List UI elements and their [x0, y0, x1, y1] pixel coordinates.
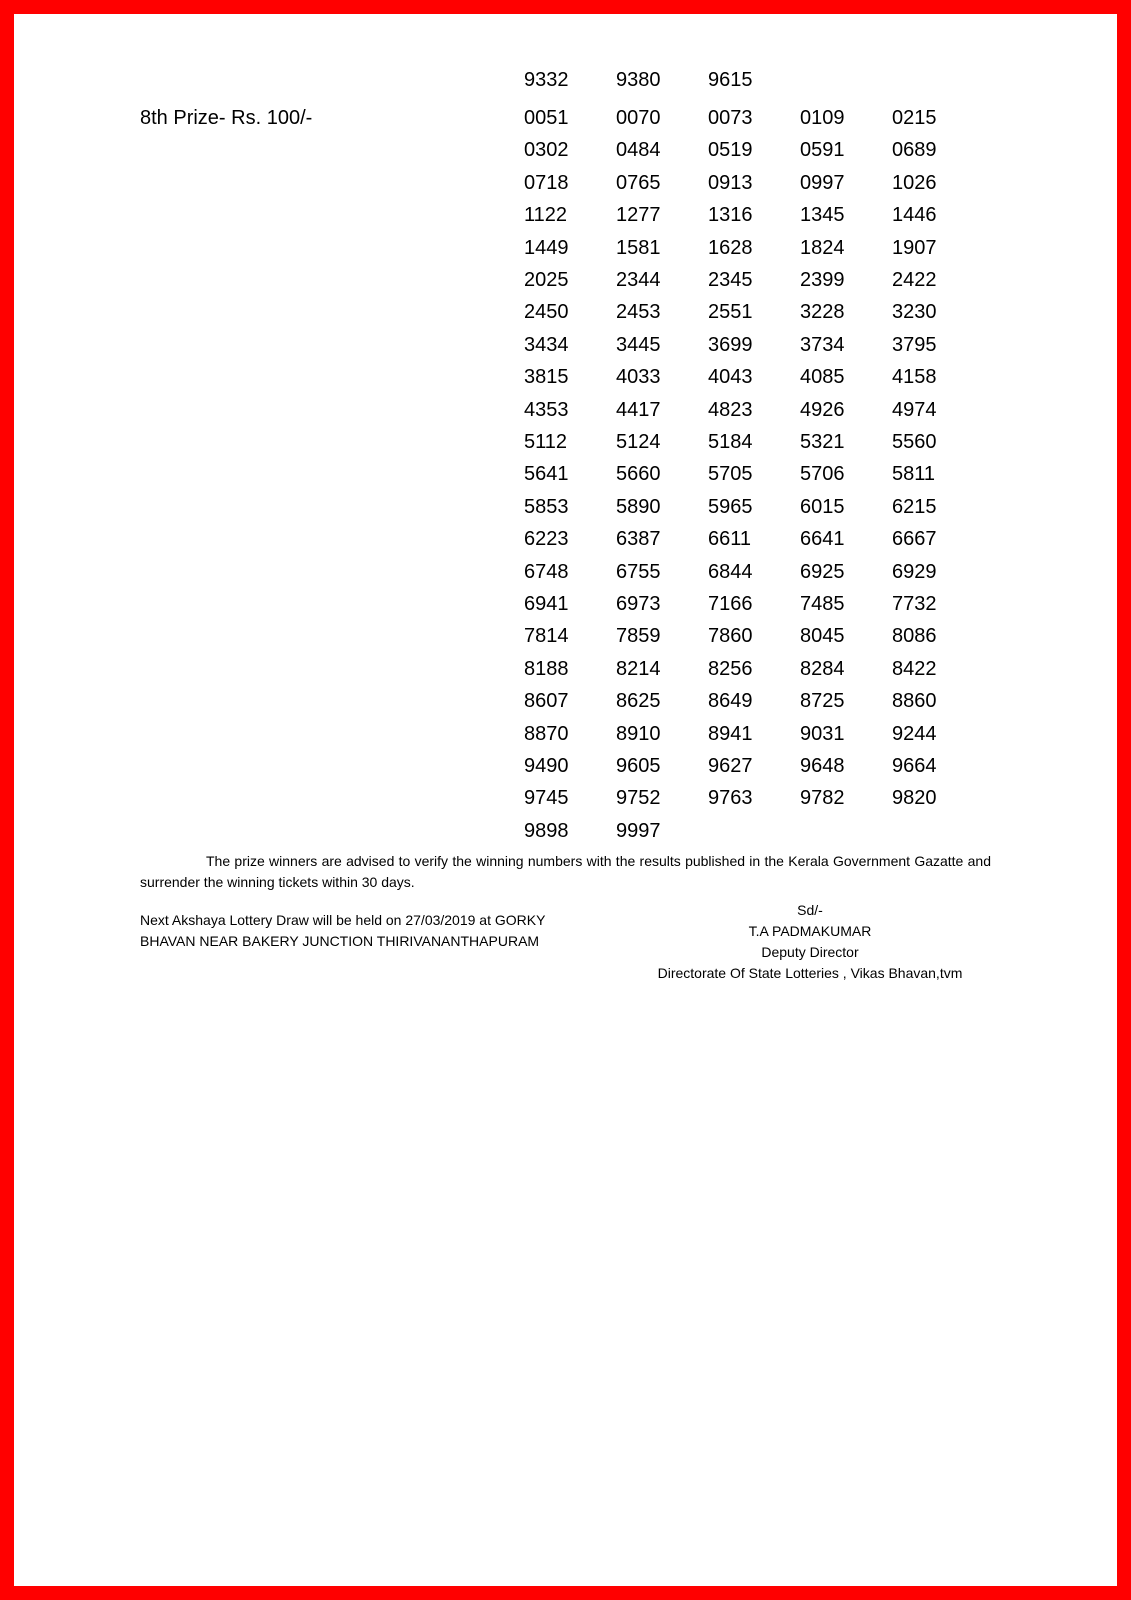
winning-number: 9605 [616, 755, 661, 777]
winning-number: 8625 [616, 690, 661, 712]
winning-number: 3795 [892, 334, 937, 356]
winning-number: 9820 [892, 787, 937, 809]
winning-number: 4926 [800, 399, 845, 421]
winning-number: 7859 [616, 625, 661, 647]
winning-number: 0913 [708, 172, 753, 194]
winning-number: 6844 [708, 561, 753, 583]
winning-number: 5660 [616, 463, 661, 485]
winning-number: 4043 [708, 366, 753, 388]
winning-number: 6755 [616, 561, 661, 583]
winning-number: 4353 [524, 399, 569, 421]
winning-number: 8860 [892, 690, 937, 712]
winning-number: 9752 [616, 787, 661, 809]
winning-number: 1026 [892, 172, 937, 194]
winning-number: 5560 [892, 431, 937, 453]
winning-number: 8214 [616, 658, 661, 680]
winning-number: 6641 [800, 528, 845, 550]
next-draw-line-1: Next Akshaya Lottery Draw will be held on 27/03/2019 at GORKY [140, 912, 546, 928]
winning-number: 4033 [616, 366, 661, 388]
winning-number: 0689 [892, 139, 937, 161]
winning-number: 2422 [892, 269, 937, 291]
winning-number: 8649 [708, 690, 753, 712]
next-draw-line-2: BHAVAN NEAR BAKERY JUNCTION THIRIVANANTHAPURAM [140, 933, 540, 949]
winning-number: 6925 [800, 561, 845, 583]
winning-number: 5965 [708, 496, 753, 518]
winning-number: 8422 [892, 658, 937, 680]
winning-number: 7732 [892, 593, 937, 615]
winning-number: 0519 [708, 139, 753, 161]
signature-name: T.A PADMAKUMAR [748, 923, 872, 939]
winning-number: 1446 [892, 204, 937, 226]
winning-number: 9782 [800, 787, 845, 809]
winning-number: 3445 [616, 334, 661, 356]
winning-number: 0051 [524, 107, 569, 129]
winning-number: 2551 [708, 301, 753, 323]
winning-number: 9490 [524, 755, 569, 777]
winning-number: 3815 [524, 366, 569, 388]
winning-number: 3230 [892, 301, 937, 323]
winning-number: 0109 [800, 107, 845, 129]
winning-number: 2025 [524, 269, 569, 291]
winning-number: 5811 [892, 463, 936, 485]
winning-number: 3228 [800, 301, 845, 323]
winning-number: 9648 [800, 755, 845, 777]
winning-number: 9615 [708, 69, 753, 91]
winning-number: 5321 [800, 431, 845, 453]
winning-number: 6929 [892, 561, 937, 583]
winning-number: 0765 [616, 172, 661, 194]
winning-number: 1345 [800, 204, 845, 226]
signature-block [600, 900, 1020, 984]
winning-number: 1907 [892, 237, 937, 259]
winning-number: 2450 [524, 301, 569, 323]
winning-number: 8045 [800, 625, 845, 647]
winning-number: 4085 [800, 366, 845, 388]
winning-number: 7166 [708, 593, 753, 615]
winning-number: 6215 [892, 496, 937, 518]
winning-number: 3434 [524, 334, 569, 356]
winning-number: 4823 [708, 399, 753, 421]
winning-number: 0302 [524, 139, 569, 161]
winning-number: 1824 [800, 237, 845, 259]
winning-number: 9745 [524, 787, 569, 809]
winning-number: 8086 [892, 625, 937, 647]
winning-number: 9031 [800, 723, 845, 745]
winning-number: 5641 [524, 463, 569, 485]
winning-number: 9380 [616, 69, 661, 91]
winning-number: 8284 [800, 658, 845, 680]
winning-number: 3734 [800, 334, 845, 356]
winning-number: 0997 [800, 172, 845, 194]
winning-number: 6973 [616, 593, 661, 615]
winning-number: 5706 [800, 463, 845, 485]
winning-number: 5124 [616, 431, 661, 453]
winning-number: 6611 [708, 528, 752, 550]
winning-number: 0070 [616, 107, 661, 129]
winning-number: 9244 [892, 723, 937, 745]
winning-number: 8941 [708, 723, 753, 745]
winning-number: 4417 [616, 399, 661, 421]
winning-number: 6223 [524, 528, 569, 550]
winning-number: 8725 [800, 690, 845, 712]
signature-office: Directorate Of State Lotteries , Vikas Bhavan,tvm [657, 965, 963, 981]
winning-number: 0073 [708, 107, 753, 129]
winning-number: 1277 [616, 204, 661, 226]
winning-number: 3699 [708, 334, 753, 356]
winning-number: 0591 [800, 139, 845, 161]
winning-number: 8607 [524, 690, 569, 712]
winning-number: 6387 [616, 528, 661, 550]
winning-number: 1122 [524, 204, 568, 226]
winning-number: 9332 [524, 69, 569, 91]
winning-number: 1628 [708, 237, 753, 259]
winning-number: 1316 [708, 204, 753, 226]
winning-number: 8870 [524, 723, 569, 745]
winning-number: 5112 [524, 431, 568, 453]
winning-number: 6015 [800, 496, 845, 518]
signature-designation: Deputy Director [761, 944, 859, 960]
winning-number: 0215 [892, 107, 937, 129]
signature-sd: Sd/- [797, 902, 823, 918]
winning-number: 4974 [892, 399, 937, 421]
winning-number: 9664 [892, 755, 937, 777]
winning-number: 7814 [524, 625, 569, 647]
winning-number: 2399 [800, 269, 845, 291]
winning-number: 5184 [708, 431, 753, 453]
winning-number: 8188 [524, 658, 569, 680]
winning-number: 6667 [892, 528, 937, 550]
winning-number: 9627 [708, 755, 753, 777]
winning-number: 1581 [616, 237, 661, 259]
eighth-prize-label: 8th Prize- Rs. 100/- [140, 107, 313, 129]
winning-number: 5890 [616, 496, 661, 518]
next-draw-info [140, 910, 600, 952]
winning-number: 5853 [524, 496, 569, 518]
winning-number: 2345 [708, 269, 753, 291]
winning-number: 2453 [616, 301, 661, 323]
winning-number: 6748 [524, 561, 569, 583]
winning-number: 8256 [708, 658, 753, 680]
winning-number: 0484 [616, 139, 661, 161]
winning-number: 6941 [524, 593, 569, 615]
winning-number: 2344 [616, 269, 661, 291]
winning-number: 7485 [800, 593, 845, 615]
winning-number: 7860 [708, 625, 753, 647]
winning-number: 9997 [616, 820, 661, 842]
winning-number: 5705 [708, 463, 753, 485]
winning-number: 0718 [524, 172, 569, 194]
winning-number: 8910 [616, 723, 661, 745]
verification-notice: The prize winners are advised to verify the winning numbers with the results published in the Kerala Government Gazatte and surrender the winning tickets within 30 days. [140, 853, 991, 890]
winning-number: 9763 [708, 787, 753, 809]
winning-number: 1449 [524, 237, 569, 259]
winning-number: 9898 [524, 820, 569, 842]
winning-number: 4158 [892, 366, 937, 388]
